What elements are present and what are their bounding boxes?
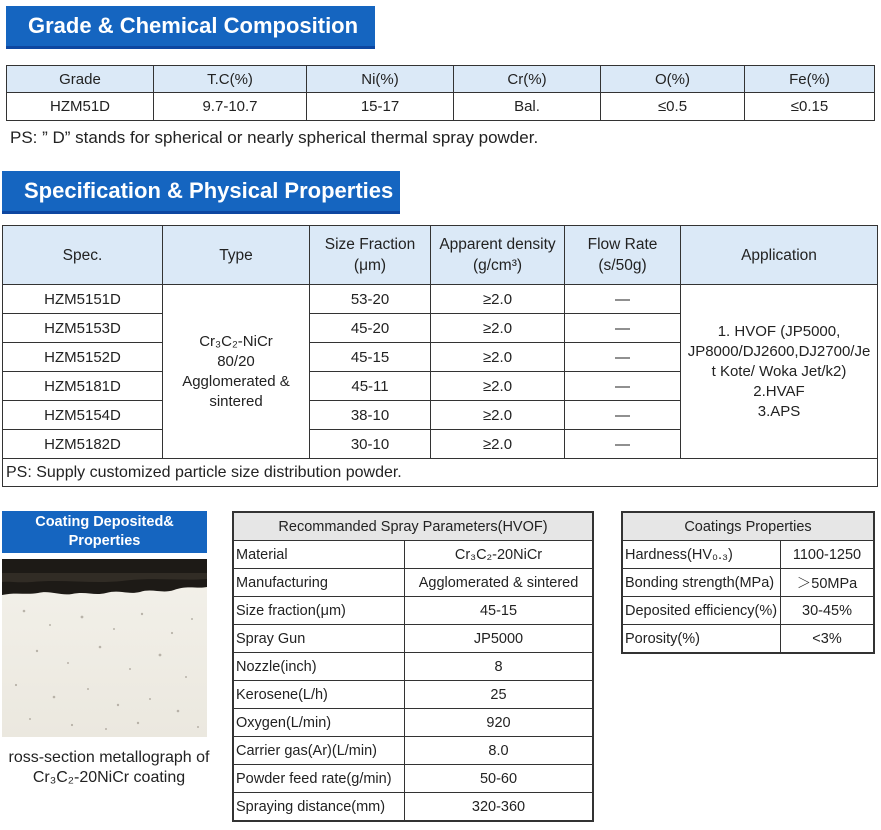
param-label: Manufacturing (233, 569, 405, 597)
cell-density: ≥2.0 (431, 314, 565, 343)
section-title-grade: Grade & Chemical Composition (6, 6, 375, 46)
cell-o: ≤0.5 (601, 93, 745, 121)
cell-size: 30-10 (310, 430, 431, 459)
table-row (622, 569, 874, 597)
table-row (233, 625, 593, 653)
param-label: Material (233, 541, 405, 569)
table-row (233, 597, 593, 625)
cell-spec: HZM5152D (3, 343, 163, 372)
composition-table (6, 65, 875, 121)
param-label: Size fraction(μm) (233, 597, 405, 625)
header-ni: Ni(%) (307, 66, 454, 93)
cell-flow: — (565, 401, 681, 430)
header-size: Size Fraction (μm) (310, 226, 431, 285)
cell-spec: HZM5182D (3, 430, 163, 459)
property-value: ＞50MPa (781, 569, 875, 597)
table-row (233, 681, 593, 709)
cell-cr: Bal. (454, 93, 601, 121)
table-note-row (3, 459, 878, 487)
coating-title: Coating Deposited& Properties (2, 511, 207, 553)
table-row (233, 541, 593, 569)
cell-grade: HZM51D (7, 93, 154, 121)
table-row (233, 709, 593, 737)
table-row (233, 793, 593, 822)
cell-density: ≥2.0 (431, 285, 565, 314)
table-header-row (7, 66, 875, 93)
header-density: Apparent density (g/cm³) (431, 226, 565, 285)
param-value: JP5000 (405, 625, 594, 653)
table-row (3, 285, 878, 314)
param-label: Nozzle(inch) (233, 653, 405, 681)
spec-note: PS: Supply customized particle size distribution powder. (3, 459, 878, 487)
cell-density: ≥2.0 (431, 401, 565, 430)
property-label: Hardness(HV₀.₃) (622, 541, 781, 569)
cell-flow: — (565, 372, 681, 401)
composition-note: PS: ” D” stands for spherical or nearly spherical thermal spray powder. (10, 128, 539, 147)
header-flow: Flow Rate (s/50g) (565, 226, 681, 285)
cell-spec: HZM5181D (3, 372, 163, 401)
cell-spec: HZM5153D (3, 314, 163, 343)
table-header-row (3, 226, 878, 285)
cell-type: Cr₃C₂-NiCr 80/20 Agglomerated & sintered (163, 285, 310, 459)
header-cr: Cr(%) (454, 66, 601, 93)
header-grade: Grade (7, 66, 154, 93)
param-label: Spray Gun (233, 625, 405, 653)
cell-spec: HZM5151D (3, 285, 163, 314)
cell-size: 38-10 (310, 401, 431, 430)
param-value: 50-60 (405, 765, 594, 793)
table-row (622, 625, 874, 654)
table-row (233, 569, 593, 597)
cell-tc: 9.7-10.7 (154, 93, 307, 121)
table-row (233, 653, 593, 681)
cell-density: ≥2.0 (431, 372, 565, 401)
cell-application: 1. HVOF (JP5000, JP8000/DJ2600,DJ2700/Je t Kote/ Woka Jet/k2) 2.HVAF 3.APS (681, 285, 878, 459)
cell-size: 53-20 (310, 285, 431, 314)
param-label: Kerosene(L/h) (233, 681, 405, 709)
table-row (233, 737, 593, 765)
cell-ni: 15-17 (307, 93, 454, 121)
cell-flow: — (565, 314, 681, 343)
table-row (7, 93, 875, 121)
coating-properties-title: Coatings Properties (622, 512, 874, 541)
metallograph-caption: ross-section metallograph of Cr₃C₂-20NiCr coating (8, 749, 210, 786)
coating-properties-table (621, 511, 875, 654)
cell-fe: ≤0.15 (745, 93, 875, 121)
table-row (233, 765, 593, 793)
cell-flow: — (565, 285, 681, 314)
param-value: 45-15 (405, 597, 594, 625)
param-value: 8.0 (405, 737, 594, 765)
spray-parameters-table (232, 511, 594, 822)
param-value: 320-360 (405, 793, 594, 822)
header-o: O(%) (601, 66, 745, 93)
property-label: Deposited efficiency(%) (622, 597, 781, 625)
param-value: 920 (405, 709, 594, 737)
header-fe: Fe(%) (745, 66, 875, 93)
header-tc: T.C(%) (154, 66, 307, 93)
cell-density: ≥2.0 (431, 343, 565, 372)
property-value: 1100-1250 (781, 541, 875, 569)
property-value: 30-45% (781, 597, 875, 625)
cell-size: 45-20 (310, 314, 431, 343)
table-header-row (233, 512, 593, 541)
cell-size: 45-11 (310, 372, 431, 401)
table-row (622, 597, 874, 625)
cell-density: ≥2.0 (431, 430, 565, 459)
spec-table (2, 225, 878, 487)
table-header-row (622, 512, 874, 541)
spray-parameters-title: Recommanded Spray Parameters(HVOF) (233, 512, 593, 541)
param-value: 8 (405, 653, 594, 681)
cell-flow: — (565, 343, 681, 372)
param-label: Powder feed rate(g/min) (233, 765, 405, 793)
cell-spec: HZM5154D (3, 401, 163, 430)
param-label: Spraying distance(mm) (233, 793, 405, 822)
property-label: Porosity(%) (622, 625, 781, 654)
section-title-spec: Specification & Physical Properties (2, 171, 400, 211)
param-label: Carrier gas(Ar)(L/min) (233, 737, 405, 765)
cell-size: 45-15 (310, 343, 431, 372)
property-value: <3% (781, 625, 875, 654)
header-type: Type (163, 226, 310, 285)
header-application: Application (681, 226, 878, 285)
cell-flow: — (565, 430, 681, 459)
header-spec: Spec. (3, 226, 163, 285)
param-value: Cr₃C₂-20NiCr (405, 541, 594, 569)
param-value: 25 (405, 681, 594, 709)
metallograph-image (2, 559, 207, 737)
property-label: Bonding strength(MPa) (622, 569, 781, 597)
param-value: Agglomerated & sintered (405, 569, 594, 597)
table-row (622, 541, 874, 569)
param-label: Oxygen(L/min) (233, 709, 405, 737)
